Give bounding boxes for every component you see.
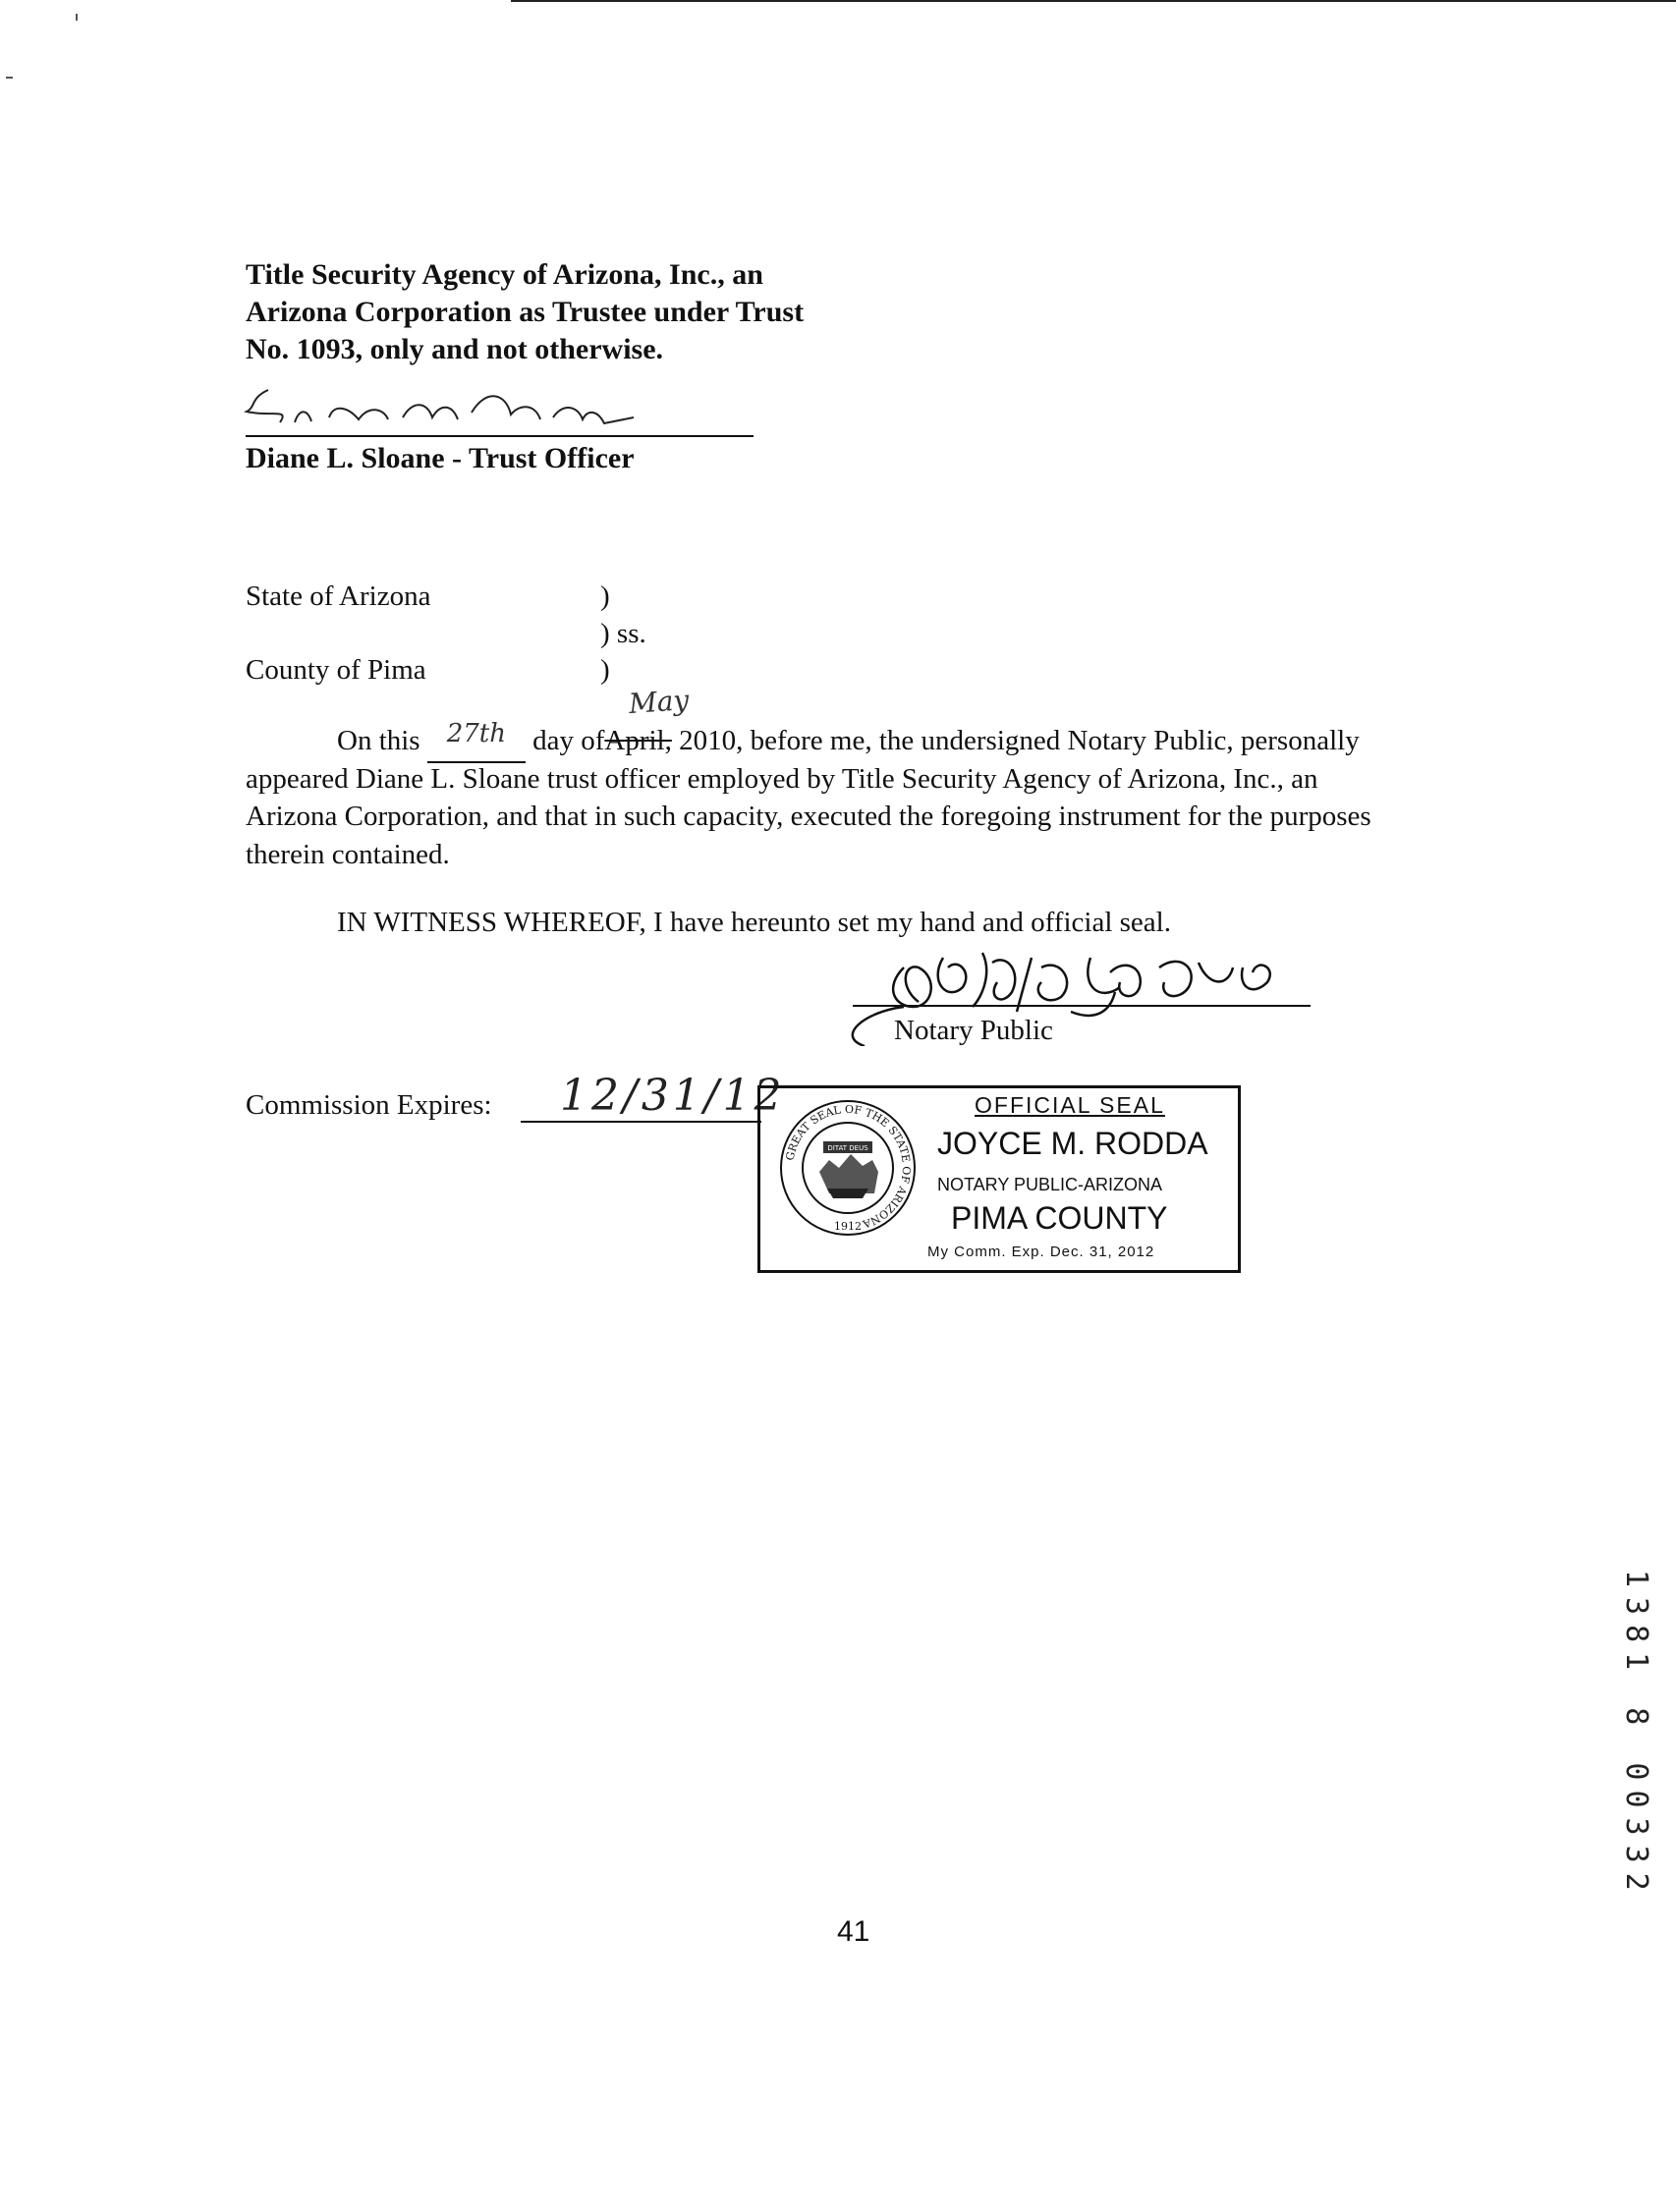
- page-number: 41: [837, 1915, 870, 1948]
- acknowledgment-line-1: [337, 719, 1360, 763]
- trustee-header-line-2: Arizona Corporation as Trustee under Trust: [246, 296, 805, 328]
- struck-month: April,: [604, 725, 672, 756]
- trust-officer-name: Diane L. Sloane - Trust Officer: [246, 442, 635, 474]
- witness-statement: IN WITNESS WHEREOF, I have hereunto set my hand and official seal.: [337, 907, 1171, 938]
- day-blank: [427, 719, 526, 763]
- seal-ring-text: GREAT SEAL OF THE STATE OF ARIZONA: [783, 1102, 914, 1231]
- seal-year: 1912: [834, 1220, 862, 1233]
- trustee-header: [246, 256, 804, 368]
- scan-speck: [6, 77, 13, 79]
- venue-ss: ) ss.: [600, 618, 646, 649]
- commission-date-handwritten: 12/31/12: [560, 1071, 786, 1121]
- state-seal-icon: [778, 1098, 918, 1238]
- seal-motto: DITAT DEUS: [827, 1144, 868, 1152]
- acknowledgment-line-3: Arizona Corporation, and that in such capacity, executed the foregoing instrument for the purposes: [246, 801, 1371, 832]
- year-suffix: 10: [707, 725, 737, 756]
- venue-county: County of Pima: [246, 654, 426, 686]
- official-seal-stamp: [757, 1085, 1241, 1273]
- seal-expiry: My Comm. Exp. Dec. 31, 2012: [927, 1244, 1155, 1260]
- trust-officer-signature: [241, 378, 683, 437]
- scan-speck: [76, 14, 78, 21]
- acknowledgment-line-4: therein contained.: [246, 839, 450, 870]
- seal-county: PIMA COUNTY: [951, 1200, 1168, 1236]
- on-this-text: On this: [337, 725, 420, 756]
- seal-notary-title: NOTARY PUBLIC-ARIZONA: [937, 1175, 1163, 1194]
- year-prefix: 20: [679, 725, 708, 756]
- acknowledgment-line-2: appeared Diane L. Sloane trust officer employed by Title Security Agency of Arizona, Inc., an: [246, 763, 1318, 795]
- handwritten-day: 27th: [446, 719, 506, 748]
- trust-officer-signature-line: [246, 435, 754, 437]
- trustee-header-line-3: No. 1093, only and not otherwise.: [246, 333, 664, 365]
- venue-paren: ): [600, 654, 610, 686]
- page-top-edge-line: [511, 0, 1676, 2]
- notary-signature-line: [853, 1005, 1311, 1007]
- trustee-header-line-1: Title Security Agency of Arizona, Inc., an: [246, 258, 763, 291]
- commission-date-line: [521, 1121, 761, 1123]
- seal-notary-name: JOYCE M. RODDA: [937, 1126, 1208, 1161]
- bates-number: 1381 8 00332: [1619, 1570, 1653, 1901]
- seal-heading: OFFICIAL SEAL: [975, 1092, 1165, 1118]
- venue-paren: ): [600, 581, 610, 612]
- acknowledgment-line-1-rest: , before me, the undersigned Notary Public, personally: [736, 725, 1360, 756]
- day-of-text: day of: [532, 725, 605, 756]
- notary-public-label: Notary Public: [894, 1015, 1053, 1046]
- commission-label: Commission Expires:: [246, 1089, 492, 1121]
- venue-state: State of Arizona: [246, 581, 431, 612]
- handwritten-month: May: [627, 683, 691, 721]
